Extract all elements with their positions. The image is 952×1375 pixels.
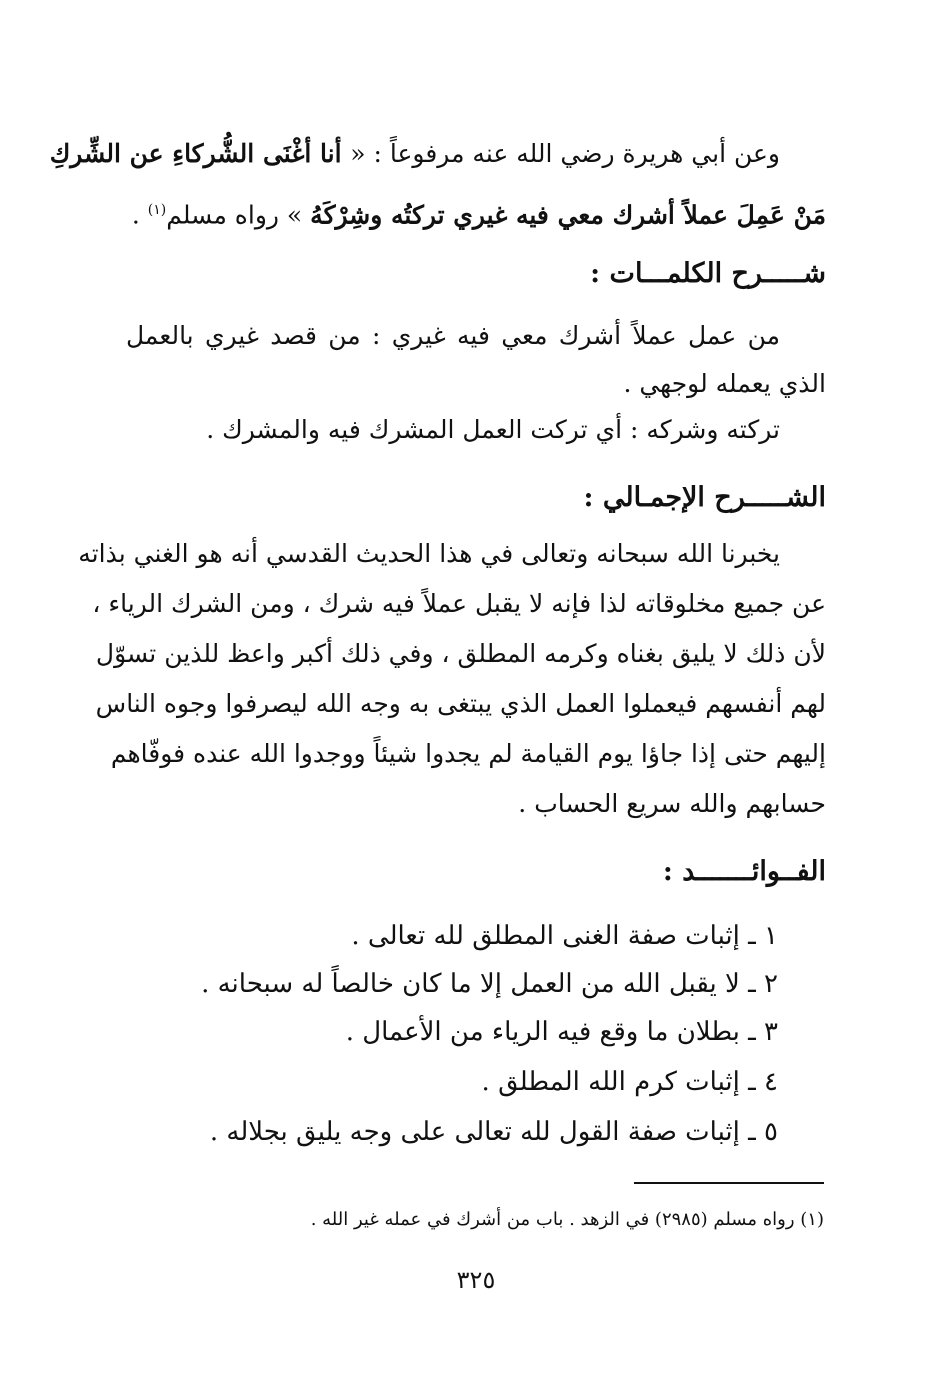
benefits-heading: الفــوائـــــــد : [662, 856, 826, 887]
benefit-item-1: ١ ـ إثبات صفة الغنى المطلق لله تعالى . [351, 921, 778, 951]
hadith-end-mark: . [131, 200, 148, 230]
page-number: ٣٢٥ [456, 1266, 496, 1294]
hadith-intro: وعن أبي هريرة رضي الله عنه مرفوعاً : « [350, 139, 780, 168]
benefit-item-2: ٢ ـ لا يقبل الله من العمل إلا ما كان خالصاً له سبحانه . [201, 969, 778, 999]
footnote-divider [634, 1182, 824, 1184]
summary-heading: الشـــــرح الإجمـالي : [583, 482, 826, 513]
hadith-line-1 [49, 130, 780, 178]
hadith-line-2 [126, 186, 826, 234]
vocab-line-3: تركته وشركه : أي تركت العمل المشرك فيه والمشرك . [206, 415, 780, 444]
hadith-narrator: » رواه مسلم [166, 200, 311, 230]
footnote: (١) رواه مسلم (٢٩٨٥) في الزهد . باب من أشرك في عمله غير الله . [310, 1209, 824, 1230]
summary-line-6: حسابهم والله سريع الحساب . [518, 789, 826, 818]
benefit-item-5: ٥ ـ إثبات صفة القول لله تعالى على وجه يليق بجلاله . [209, 1117, 778, 1147]
benefit-item-4: ٤ ـ إثبات كرم الله المطلق . [481, 1067, 778, 1097]
footnote-reference[interactable]: (١) [147, 202, 167, 218]
summary-line-5: إليهم حتى إذا جاؤا يوم القيامة لم يجدوا شيئاً ووجدوا الله عنده فوفّاهم [110, 739, 826, 768]
vocab-line-1: من عمل عملاً أشرك معي فيه غيري : من قصد غيري بالعمل [126, 321, 780, 350]
vocab-line-2: الذي يعمله لوجهي . [623, 369, 826, 398]
benefit-item-3: ٣ ـ بطلان ما وقع فيه الرياء من الأعمال . [345, 1017, 778, 1047]
vocab-heading: شـــــرح الكلمـــات : [590, 258, 826, 289]
hadith-quote-end: مَنْ عَمِلَ عملاً أشرك معي فيه غيري تركتُه وشِرْكَهُ [310, 200, 826, 230]
summary-line-3: لأن ذلك لا يليق بغناه وكرمه المطلق ، وفي ذلك أكبر واعظ للذين تسوّل [95, 639, 826, 668]
summary-line-2: عن جميع مخلوقاته لذا فإنه لا يقبل عملاً فيه شرك ، ومن الشرك الرياء ، [92, 589, 826, 618]
summary-line-4: لهم أنفسهم فيعملوا العمل الذي يبتغى به وجه الله ليصرفوا وجوه الناس [95, 689, 826, 718]
summary-line-1: يخبرنا الله سبحانه وتعالى في هذا الحديث القدسي أنه هو الغني بذاته [78, 539, 780, 568]
hadith-quote-start: أنا أغْنَى الشُّركاءِ عن الشِّركِ [49, 139, 351, 168]
